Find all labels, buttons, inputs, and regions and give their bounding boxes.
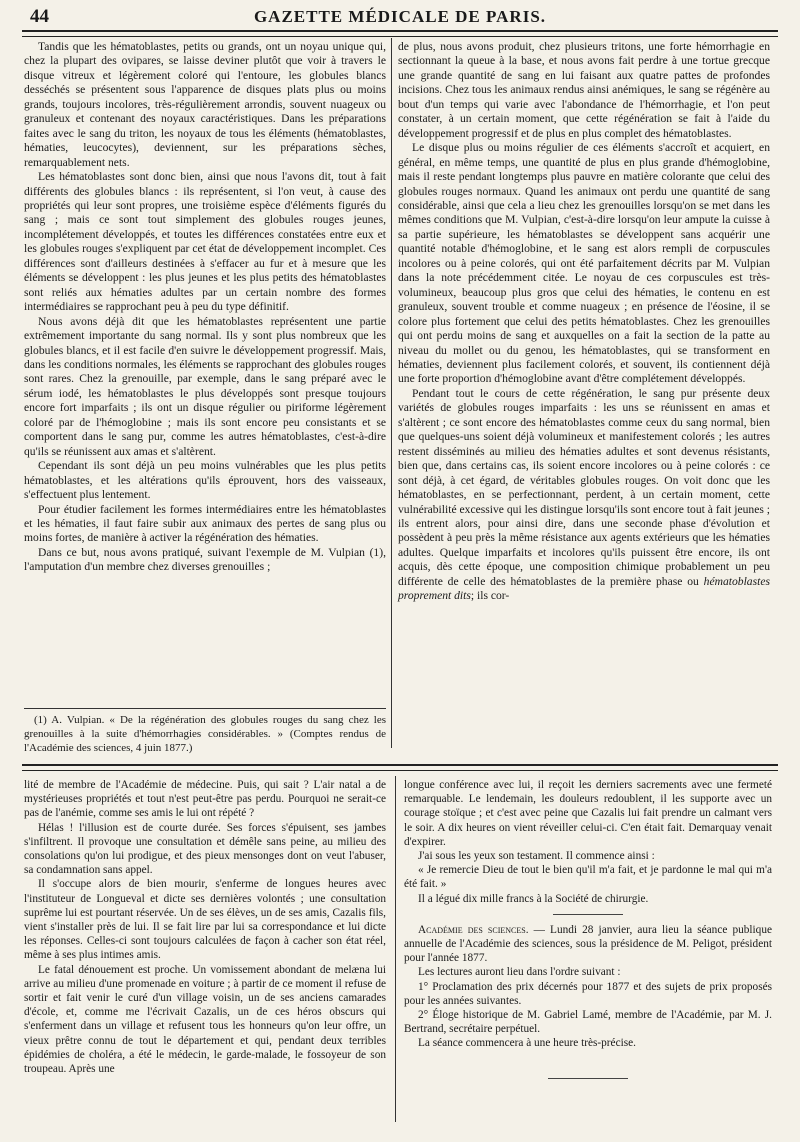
footnote — [24, 714, 386, 755]
paragraph: Il a légué dix mille francs à la Société de chirurgie. — [418, 892, 649, 905]
paragraph: Il s'occupe alors de bien mourir, s'enferme de longues heures avec l'instituteur de Longueval et dicte ses dernières volontés ; une consultation suprême lui est pourtant réservée. Un de ses élèves, un de ses amis, Cazalis fils, vient s'installer près de lui. Il se fait lire par lui sa correspondance et lui dicte les réponses. Celles-ci sont toujours calculées de façon à cacher son état réel, même à ses plus intimes amis. — [24, 878, 386, 962]
paragraph — [398, 387, 770, 604]
feuilleton-separator — [22, 764, 778, 771]
paragraph: Tandis que les hématoblastes, petits ou grands, ont un noyau unique qui, chez la plupart des ovipares, se laisse deviner plutôt que voir à travers le disque vitreux et légèrement coloré qui l'entoure, les globules blancs desséchés se présentent sous l'apparence de disques plats plus ou moins grands, toujours incolores, très-régulièrement arrondis, souvent nuageux ou granuleux et contenant des noyaux caractéristiques. Dans les préparations faites avec le sang du triton, les noyaux de tous les éléments (hématoblastes, hématies, leucocytes), deviennent, sur les préparations sèches, remarquablement nets. — [24, 40, 386, 169]
page-number: 44 — [30, 6, 49, 27]
academy-lead: — Lundi 28 janvier, aura lieu la séance publique annuelle de l'Académie des sciences, sous la présidence de M. Peligot, président pour l'année 1877. — [404, 923, 772, 965]
paragraph: La séance commencera à une heure très-précise. — [418, 1037, 636, 1050]
paragraph: lité de membre de l'Académie de médecine. Puis, qui sait ? L'air natal a de mystérieuses propriétés et tout n'est peut-être pas perdu. Pourquoi ne serait-ce pas de l'anémie, comme ses amis le lui ont répété ? — [24, 779, 386, 820]
paragraph: Les lectures auront lieu dans l'ordre suivant : — [418, 966, 621, 979]
paragraph: J'ai sous les yeux son testament. Il commence ainsi : — [418, 850, 655, 863]
footnote-text: (1) A. Vulpian. « De la régénération des globules rouges du sang chez les grenouilles à la suite d'hémorrhagies considérables. » (Comptes rendus de l'Académie des sciences, 4 juin 1877.) — [24, 714, 386, 754]
paragraph-tail: ; ils cor- — [470, 589, 510, 603]
paragraph-text: Pendant tout le cours de cette régénération, le sang pur présente deux variétés de globules rouges imparfaits : les uns se réunissent en amas et s'altèrent ; ce sont encore des hématoblastes comme ceux du sang normal, bien que quelques-uns soient déjà volumineux et manifestement colorés ; les autres restent disséminés au milieu des hématies adultes et sont devenus résistants, bien que, dans certains cas, ils soient encore incolores ou à peine colorés : ce sont déjà, à cet égard, de véritables globules rouges. On voit donc que les hématoblastes, en se perfectionnant, perdent, à un certain moment, cette vulnérabilité excessive qui les distingue lorsqu'ils sont encore tout à fait jeunes ; ils entrent alors, pour ainsi dire, dans une seconde phase d'évolution et possèdent à peu près la même résistance aux agents extérieurs que les hématies adultes. Quelque imparfaits et incolores qu'ils puissent être encore, ils ont acquis, dès cette époque, une composition chimique probablement un peu différente de celle des hématoblastes de la première phase ou — [398, 386, 770, 588]
paragraph: longue conférence avec lui, il reçoit les derniers sacrements avec une fermeté remarquable. Le lendemain, les douleurs redoublent, il les supporte avec un courage stoïque ; et c'est avec peine que Cazalis lui fait prendre un calmant vers le soir. A dix heures on vient réveiller celui-ci. C'en était fait. Demarquay venait d'expirer. — [404, 779, 772, 848]
paragraph: Cependant ils sont déjà un peu moins vulnérables que les plus petits hématoblastes, et les altérations qu'ils éprouvent, hors des vaisseaux, s'effectuent plus lentement. — [24, 459, 386, 502]
paragraph: Les hématoblastes sont donc bien, ainsi que nous l'avons dit, tout à fait différents des globules blancs : ils représentent, si l'on veut, à cause des propriétés qui leur sont propres, une troisième espèce d'éléments figurés du sang ; mais ce sont tout simplement des globules rouges jeunes, incomplétement développés, et toutes les différences constatées entre eux et les globules rouges s'expliquent par cet état de développement incomplet. Ces différences sont d'ailleurs destinées à s'effacer au fur et à mesure que les éléments se développent : les plus jeunes et les plus petits des hématoblastes sont reliés aux hématies adultes par un certain nombre des formes intermédiaires se rapprochant peu à peu du type définitif. — [24, 170, 386, 314]
feuilleton-column-left — [24, 778, 386, 1076]
paragraph: Hélas ! l'illusion est de courte durée. Ses forces s'épuisent, ses jambes s'infiltrent. Il provoque une consultation et démêle sans peine, au milieu des consolations qu'on lui prodigue, et des pieux mensonges dont on veut l'abuser, sa condamnation sans appel. — [24, 821, 386, 877]
italic-phrase: hématoblastes proprement dits — [398, 574, 770, 603]
feuilleton-column-right — [404, 778, 772, 1051]
article-column-left — [24, 40, 386, 575]
paragraph: 2° Éloge historique de M. Gabriel Lamé, membre de l'Académie, par M. J. Bertrand, secrétaire perpétuel. — [404, 1009, 772, 1036]
paragraph: Dans ce but, nous avons pratiqué, suivant l'exemple de M. Vulpian (1), l'amputation d'un membre chez diverses grenouilles ; — [24, 545, 386, 574]
paragraph: Pour étudier facilement les formes intermédiaires entre les hématoblastes et les hématies, il faut faire subir aux animaux des pertes de sang plus ou moins fortes, de manière à activer la régénération des hématies. — [24, 502, 386, 545]
paragraph: de plus, nous avons produit, chez plusieurs tritons, une forte hémorrhagie en sectionnant la queue à la base, et nous avons fait perdre à une tortue grecque une grande quantité de sang en lui faisant aux quatre pattes de profondes incisions. Chez tous les animaux rendus ainsi anémiques, le sang se régénère au bout d'un temps qui varie avec l'abondance de l'hémorrhagie, et l'on peut constater, à un certain moment, que cette régénération se fait à l'aide du développement progressif et de plus en plus complet des hématoblastes. — [398, 40, 770, 140]
academy-heading: Académie des sciences. — [418, 923, 529, 936]
paragraph: Le disque plus ou moins régulier de ces éléments s'accroît et acquiert, en général, en même temps, une quantité de plus en plus grande d'hémoglobine, mais il reste pendant longtemps plus pauvre en matière colorante que celui des globules rouges normaux. Quand les animaux ont perdu une quantité de sang considérable, ainsi que cela a lieu chez les grenouilles lorsqu'on se met dans les mêmes conditions que M. Vulpian, c'est-à-dire lorsqu'on leur ampute la cuisse à sa partie supérieure, les hématoblastes se développent sans acquérir une quantité notable d'hémoglobine, et le sang est alors rempli de corpuscules incolores ou à peine colorés, qui ont été parfaitement décrits par M. Vulpian dans la note précédemment citée. Le noyau de ces corpuscules est très-volumineux, beaucoup plus gros que celui des hématies, le contenu en est granuleux, souvent trouble et comme nuageux ; en présence de l'éosine, il se colore plus fortement que celui des petits hématoblastes. Chez les grenouilles qui ont perdu moins de sang et auxquelles on a fait la section de la patte au niveau du mollet ou du genou, les hématoblastes, qui se transforment en hématies, deviennent plus facilement colorés, et souvent, ils contiennent déjà une forte proportion d'hémoglobine avant d'être complétement développés. — [398, 141, 770, 386]
page-header — [22, 4, 778, 30]
academy-notice — [404, 923, 772, 966]
section-rule — [553, 914, 623, 915]
paragraph: Nous avons déjà dit que les hématoblastes représentent une partie extrêmement importante du sang normal. Ils y sont plus nombreux que les globules blancs, et il est facile d'en suivre le développement progressif. Mais, dans les conditions normales, les éléments se rapprochant des globules rouges sont rares. Chez la grenouille, par exemple, dans le sang préparé avec le sérum iodé, les hématoblastes le plus développés sont presque toujours encore fort imparfaits ; ils ont un disque régulier ou piriforme légèrement coloré par de l'hémoglobine ; mais ils sont encore peu consistants et se comportent dans le sang pur, comme les autres hématoblastes, c'est-à-dire qu'ils se réunissent aux amas et s'altèrent. — [24, 314, 386, 458]
header-rule — [22, 30, 778, 37]
article-column-right — [398, 40, 770, 604]
paragraph: 1° Proclamation des prix décernés pour 1877 et des sujets de prix proposés pour les années suivantes. — [404, 980, 772, 1007]
end-rule — [548, 1078, 628, 1079]
footnote-rule — [24, 708, 386, 709]
journal-title: GAZETTE MÉDICALE DE PARIS. — [253, 7, 547, 26]
column-divider — [391, 38, 392, 748]
testament-quote: « Je remercie Dieu de tout le bien qu'il m'a fait, et je pardonne le mal qui m'a été fait. » — [404, 864, 772, 891]
paragraph: Le fatal dénouement est proche. Un vomissement abondant de melæna lui arrive au milieu d'une promenade en voiture ; à partir de ce moment il refuse de sortir et fait venir le curé d'un village voisin, un de ses anciens camarades d'école, et, comme me l'écrivait Cazalis, un de ces héros obscurs qui s'enferment dans un village et refusent tous les honneurs qu'on leur offre, un vieux prêtre connu de tout le département et qui, pendant deux terribles épidémies de choléra, a été le médecin, le garde-malade, le fossoyeur de son troupeau. Après une — [24, 963, 386, 1076]
column-divider — [395, 776, 396, 1122]
